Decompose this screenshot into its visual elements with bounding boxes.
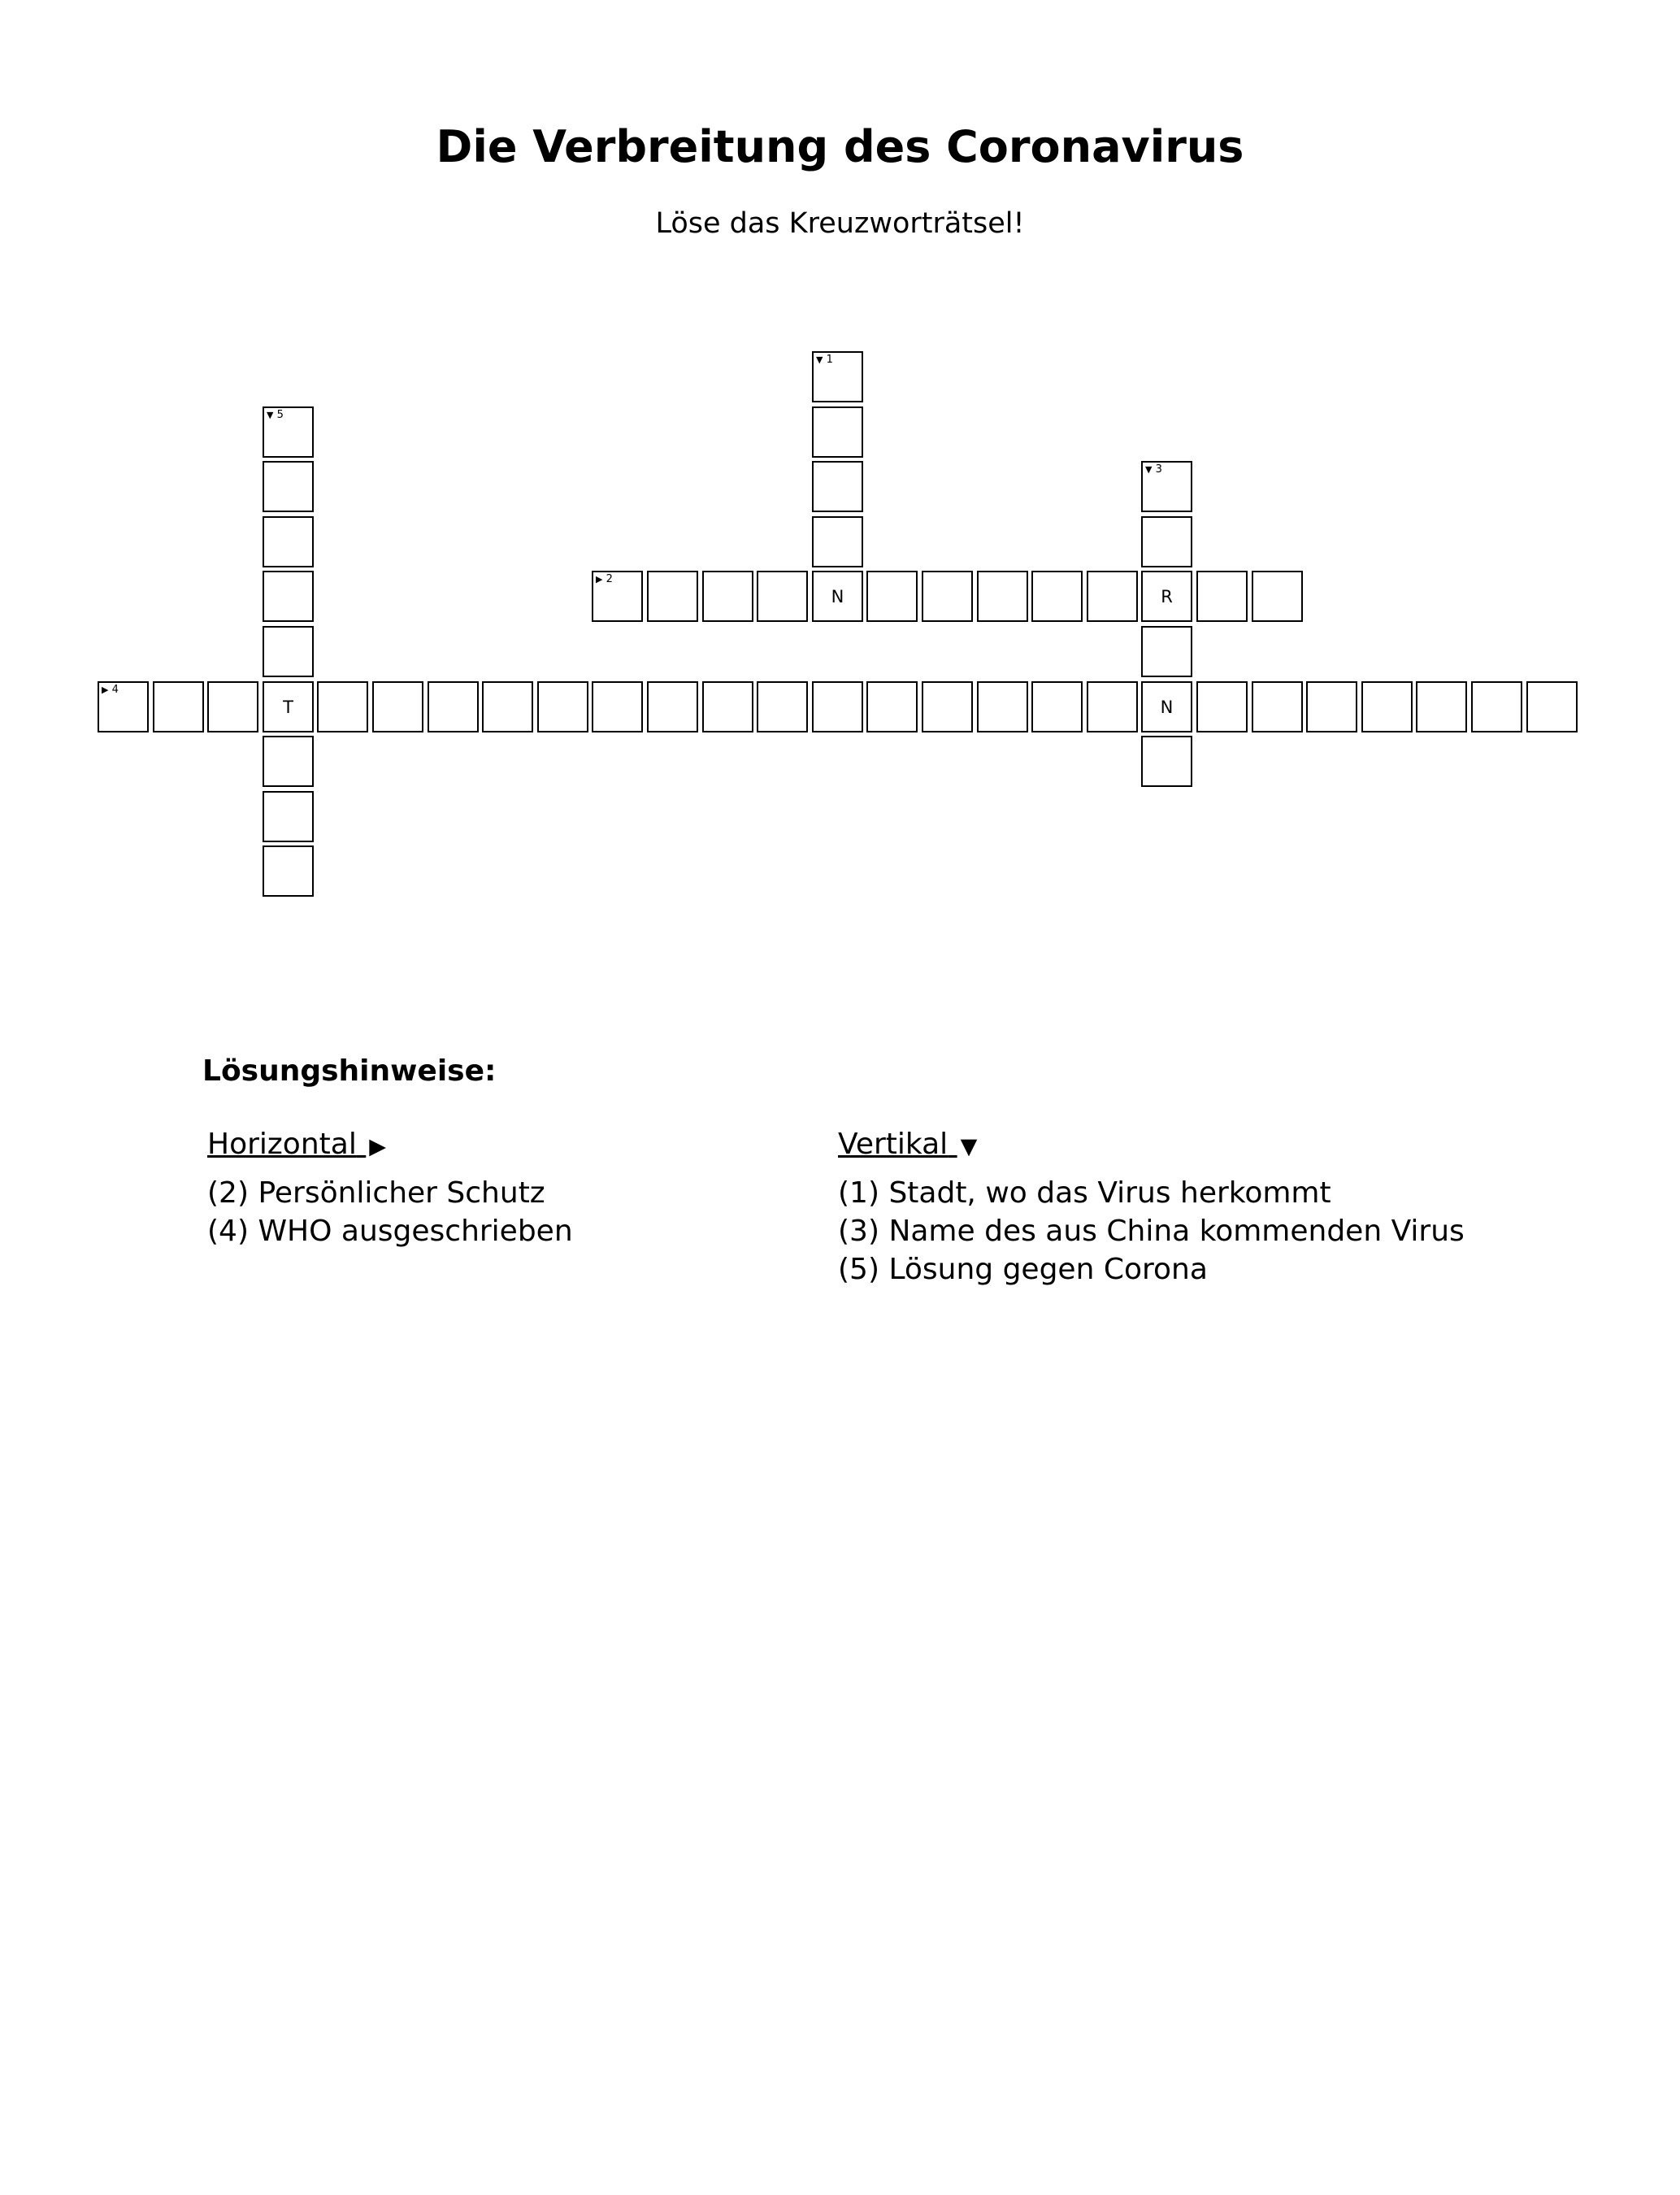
clue-down-1: (1) Stadt, wo das Virus herkommt (838, 1176, 1331, 1210)
grid-cell[interactable] (1196, 681, 1248, 732)
clue-number (1145, 463, 1162, 476)
given-letter: T (283, 697, 293, 717)
grid-cell[interactable] (922, 571, 973, 622)
grid-cell[interactable] (263, 571, 314, 622)
clue-number-value: 4 (111, 684, 119, 696)
grid-cell[interactable] (1087, 681, 1138, 732)
grid-cell-4[interactable] (98, 681, 149, 732)
grid-cell[interactable] (1141, 571, 1192, 622)
grid-cell[interactable] (428, 681, 479, 732)
grid-cell[interactable] (812, 406, 863, 458)
grid-cell[interactable] (263, 845, 314, 897)
clue-number (102, 684, 119, 696)
grid-cell[interactable] (1306, 681, 1357, 732)
clue-across-2: (2) Persönlicher Schutz (207, 1176, 545, 1210)
grid-cell[interactable] (1416, 681, 1467, 732)
arrow-down-icon: ▼ (960, 1134, 978, 1159)
grid-cell[interactable] (702, 681, 753, 732)
grid-cell[interactable] (812, 681, 863, 732)
grid-cell[interactable] (153, 681, 204, 732)
grid-cell[interactable] (977, 681, 1028, 732)
grid-cell[interactable] (263, 681, 314, 732)
horizontal-clues (207, 1125, 573, 1250)
grid-cell[interactable] (372, 681, 423, 732)
page-subtitle: Löse das Kreuzworträtsel! (655, 207, 1025, 240)
grid-cell[interactable] (263, 461, 314, 512)
grid-cell[interactable] (977, 571, 1028, 622)
grid-cell-1[interactable] (812, 351, 863, 402)
horizontal-heading-label: Horizontal (207, 1128, 357, 1161)
grid-cell[interactable] (263, 791, 314, 842)
vertical-heading-label: Vertikal (838, 1128, 949, 1161)
grid-cell-5[interactable] (263, 406, 314, 458)
grid-cell[interactable] (647, 571, 698, 622)
grid-cell[interactable] (317, 681, 368, 732)
grid-cell[interactable] (263, 626, 314, 677)
grid-cell[interactable] (812, 516, 863, 567)
grid-cell[interactable] (1141, 681, 1192, 732)
clue-across-4: (4) WHO ausgeschrieben (207, 1215, 573, 1248)
arrow-right-icon: ▶ (102, 685, 109, 695)
grid-cell-2[interactable] (592, 571, 643, 622)
given-letter: N (1160, 697, 1174, 717)
grid-cell[interactable] (757, 681, 808, 732)
clue-number-value: 1 (826, 354, 833, 366)
arrow-down-icon: ▼ (1145, 464, 1153, 475)
grid-cell[interactable] (1471, 681, 1522, 732)
grid-cell[interactable] (592, 681, 643, 732)
grid-cell[interactable] (263, 516, 314, 567)
grid-cell[interactable] (866, 571, 918, 622)
grid-cell[interactable] (1361, 681, 1413, 732)
arrow-right-icon: ▶ (369, 1134, 387, 1159)
grid-cell[interactable] (702, 571, 753, 622)
grid-cell[interactable] (482, 681, 533, 732)
grid-cell-3[interactable] (1141, 461, 1192, 512)
grid-cell[interactable] (1141, 736, 1192, 787)
grid-cell[interactable] (1252, 681, 1303, 732)
grid-cell[interactable] (1087, 571, 1138, 622)
horizontal-heading (207, 1125, 573, 1166)
clue-number-value: 5 (276, 409, 284, 421)
grid-cell[interactable] (1141, 626, 1192, 677)
grid-cell[interactable] (1196, 571, 1248, 622)
clue-down-3: (3) Name des aus China kommenden Virus (838, 1215, 1465, 1248)
grid-cell[interactable] (812, 461, 863, 512)
clue-number-value: 3 (1155, 463, 1162, 476)
given-letter: R (1161, 586, 1173, 606)
grid-cell[interactable] (1031, 571, 1083, 622)
grid-cell[interactable] (647, 681, 698, 732)
clue-number (596, 573, 613, 585)
grid-cell[interactable] (922, 681, 973, 732)
hints-heading: Lösungshinweise: (202, 1054, 497, 1088)
grid-cell[interactable] (1526, 681, 1578, 732)
grid-cell[interactable] (812, 571, 863, 622)
grid-cell[interactable] (866, 681, 918, 732)
vertical-clues (838, 1125, 1465, 1289)
page-title: Die Verbreitung des Coronavirus (436, 121, 1244, 172)
arrow-down-icon: ▼ (816, 354, 823, 365)
grid-cell[interactable] (1252, 571, 1303, 622)
clue-down-5: (5) Lösung gegen Corona (838, 1253, 1208, 1286)
grid-cell[interactable] (1141, 516, 1192, 567)
grid-cell[interactable] (537, 681, 588, 732)
clue-number (816, 354, 833, 366)
grid-cell[interactable] (757, 571, 808, 622)
given-letter: N (831, 586, 844, 606)
vertical-heading (838, 1125, 1465, 1166)
crossword-grid (0, 0, 1680, 976)
clue-number-value: 2 (606, 573, 613, 585)
grid-cell[interactable] (1031, 681, 1083, 732)
grid-cell[interactable] (207, 681, 258, 732)
grid-cell[interactable] (263, 736, 314, 787)
arrow-down-icon: ▼ (267, 410, 274, 420)
clue-number (267, 409, 284, 421)
arrow-right-icon: ▶ (596, 574, 603, 585)
